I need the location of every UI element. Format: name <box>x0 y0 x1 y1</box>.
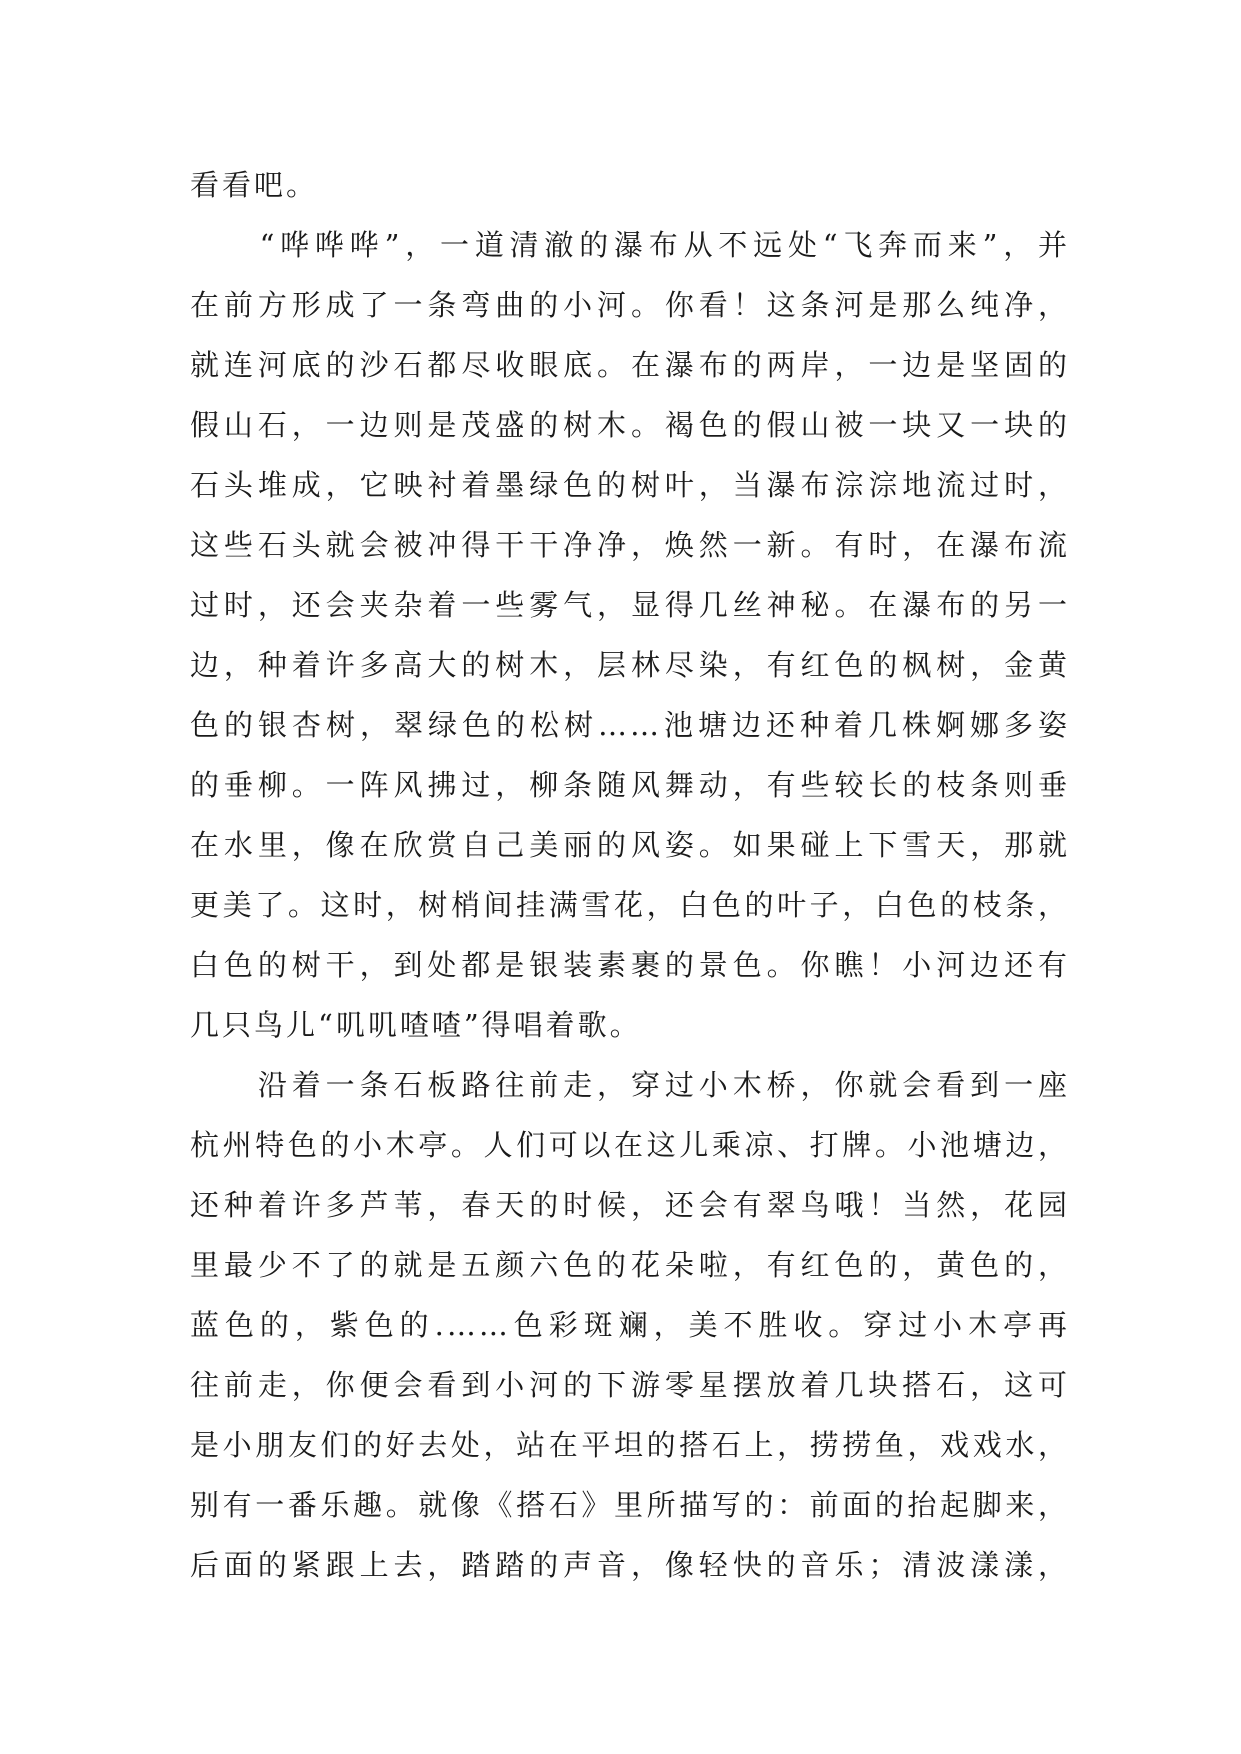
text-line: 石头堆成，它映衬着墨绿色的树叶，当瀑布淙淙地流过时， <box>190 468 1070 502</box>
text-line: 就连河底的沙石都尽收眼底。在瀑布的两岸，一边是坚固的 <box>190 348 1070 382</box>
text-line: 蓝色的，紫色的.……色彩斑斓，美不胜收。穿过小木亭再 <box>190 1308 1070 1342</box>
text-line: 的垂柳。一阵风拂过，柳条随风舞动，有些较长的枝条则垂 <box>190 768 1070 802</box>
text-line: 色的银杏树，翠绿色的松树……池塘边还种着几株婀娜多姿 <box>190 708 1070 742</box>
text-line: 边，种着许多高大的树木，层林尽染，有红色的枫树，金黄 <box>190 648 1070 682</box>
body-text <box>190 155 1070 1595</box>
text-line: 往前走，你便会看到小河的下游零星摆放着几块搭石，这可 <box>190 1368 1070 1402</box>
text-line: 沿着一条石板路往前走，穿过小木桥，你就会看到一座 <box>190 1068 1070 1102</box>
text-line: 过时，还会夹杂着一些雾气，显得几丝神秘。在瀑布的另一 <box>190 588 1070 622</box>
text-line: 更美了。这时，树梢间挂满雪花，白色的叶子，白色的枝条， <box>190 888 1070 922</box>
text-line: 在前方形成了一条弯曲的小河。你看！这条河是那么纯净， <box>190 288 1070 322</box>
text-line: 这些石头就会被冲得干干净净，焕然一新。有时，在瀑布流 <box>190 528 1070 562</box>
text-line: 里最少不了的就是五颜六色的花朵啦，有红色的，黄色的， <box>190 1248 1070 1282</box>
text-line: 杭州特色的小木亭。人们可以在这儿乘凉、打牌。小池塘边， <box>190 1128 1070 1162</box>
text-line: 看看吧。 <box>190 168 319 202</box>
text-line: 后面的紧跟上去，踏踏的声音，像轻快的音乐；清波漾漾， <box>190 1548 1070 1582</box>
text-line: 假山石，一边则是茂盛的树木。褐色的假山被一块又一块的 <box>190 408 1070 442</box>
text-line: 还种着许多芦苇，春天的时候，还会有翠鸟哦！当然，花园 <box>190 1188 1070 1222</box>
text-line: “哗哗哗”，一道清澈的瀑布从不远处“飞奔而来”，并 <box>190 228 1070 262</box>
text-line: 是小朋友们的好去处，站在平坦的搭石上，捞捞鱼，戏戏水， <box>190 1428 1070 1462</box>
text-line: 别有一番乐趣。就像《搭石》里所描写的：前面的抬起脚来， <box>190 1488 1070 1522</box>
text-line: 在水里，像在欣赏自己美丽的风姿。如果碰上下雪天，那就 <box>190 828 1070 862</box>
text-line: 几只鸟儿“叽叽喳喳”得唱着歌。 <box>190 1008 642 1042</box>
text-line: 白色的树干，到处都是银装素裹的景色。你瞧！小河边还有 <box>190 948 1070 982</box>
